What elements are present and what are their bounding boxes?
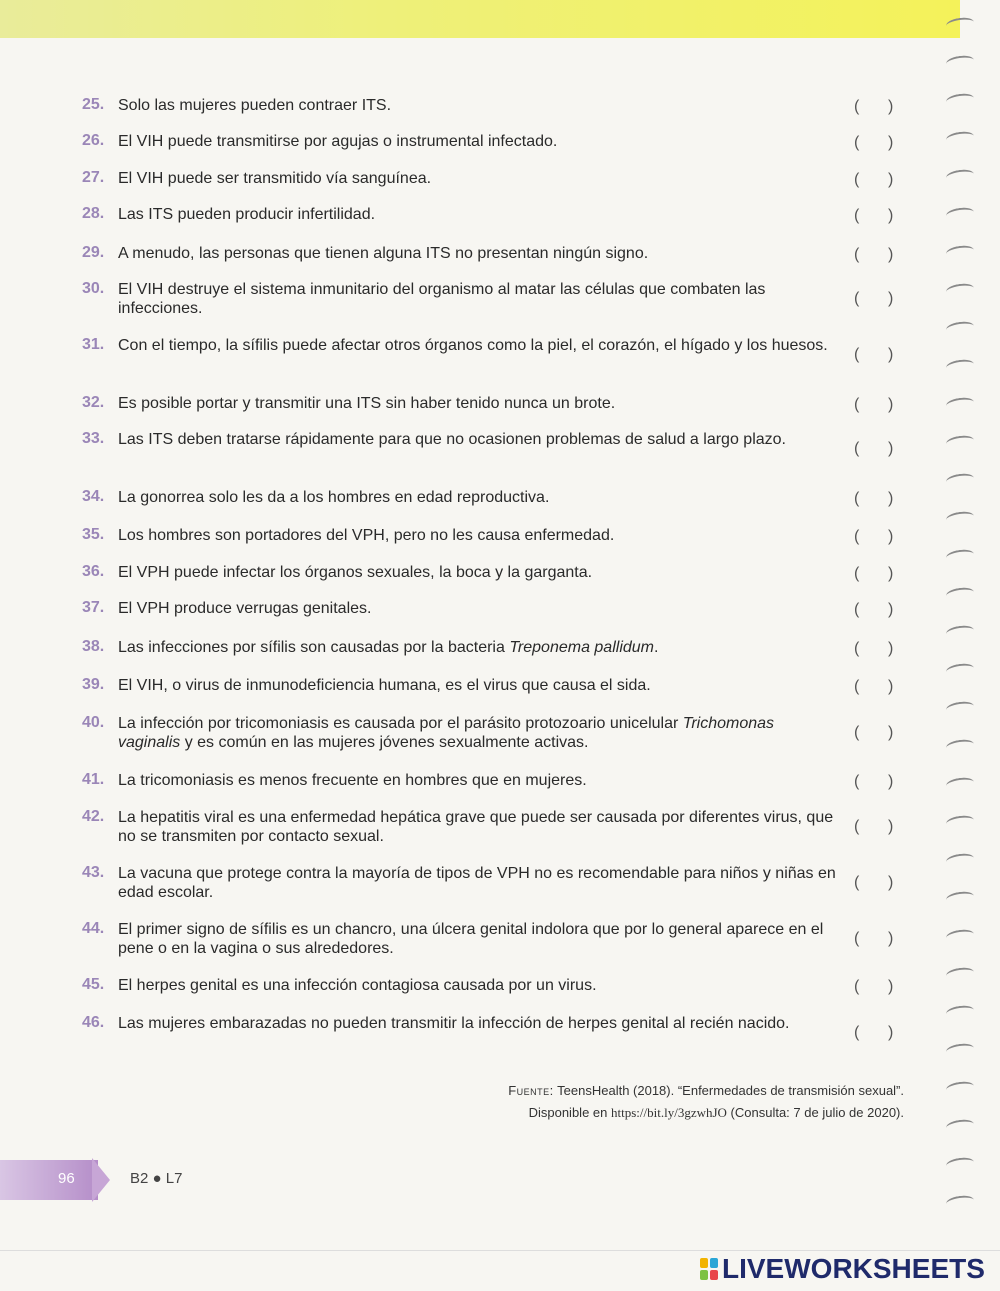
answer-paren-open: (: [854, 818, 860, 835]
question-text-part: El VIH puede transmitirse por agujas o instrumental infectado.: [118, 133, 558, 150]
binding-ring: [945, 320, 974, 336]
answer-paren-close: ): [888, 98, 894, 115]
spiral-binding: [930, 0, 1000, 1240]
question-text: [118, 771, 840, 790]
binding-ring: [945, 966, 974, 982]
answer-paren-close: ): [888, 874, 894, 891]
question-number: 29.: [82, 244, 105, 261]
binding-ring: [945, 928, 974, 944]
answer-paren-close: ): [888, 1024, 894, 1041]
page-number-tab: [0, 1160, 98, 1200]
question-text-part: El primer signo de sífilis es un chancro, una úlcera genital indolora que por lo general aparece en el pene o en la vagina o sus alrededores.: [118, 921, 824, 957]
question-number: 37.: [82, 599, 105, 616]
binding-ring: [945, 548, 974, 564]
answer-paren-close: ): [888, 601, 894, 618]
answer-paren-close: ): [888, 773, 894, 790]
question-text-part: El VIH, o virus de inmunodeficiencia humana, es el virus que causa el sida.: [118, 677, 651, 694]
binding-ring: [945, 776, 974, 792]
answer-paren-close: ): [888, 978, 894, 995]
binding-ring: [945, 852, 974, 868]
binding-ring: [945, 1156, 974, 1172]
binding-ring: [945, 890, 974, 906]
question-number: 43.: [82, 864, 105, 881]
question-text-part: Los hombres son portadores del VPH, pero no les causa enfermedad.: [118, 527, 615, 544]
binding-ring: [945, 738, 974, 754]
question-number: 38.: [82, 638, 105, 655]
top-color-band: [0, 0, 960, 38]
answer-paren-close: ): [888, 490, 894, 507]
answer-paren-close: ): [888, 246, 894, 263]
question-number: 32.: [82, 394, 105, 411]
question-text-part: La infección por tricomoniasis es causada por el parásito protozoario unicelular: [118, 715, 683, 732]
binding-ring: [945, 434, 974, 450]
question-text: [118, 394, 840, 413]
binding-ring: [945, 814, 974, 830]
question-text-part: Las ITS deben tratarse rápidamente para que no ocasionen problemas de salud a largo plazo.: [118, 431, 786, 448]
source-url[interactable]: https://bit.ly/3gzwhJO: [611, 1105, 727, 1120]
question-text-part: El VIH destruye el sistema inmunitario del organismo al matar las células que combaten las infecciones.: [118, 281, 766, 317]
answer-paren-close: ): [888, 724, 894, 741]
answer-paren-open: (: [854, 346, 860, 363]
question-text-part: Las mujeres embarazadas no pueden transmitir la infección de herpes genital al recién nacido.: [118, 1015, 790, 1032]
answer-paren-close: ): [888, 818, 894, 835]
answer-paren-open: (: [854, 440, 860, 457]
question-text-part: El herpes genital es una infección contagiosa causada por un virus.: [118, 977, 597, 994]
binding-ring: [945, 1194, 974, 1210]
question-text-part: La gonorrea solo les da a los hombres en edad reproductiva.: [118, 489, 550, 506]
brand-wordmark: LIVEWORKSHEETS: [722, 1253, 985, 1284]
answer-paren-close: ): [888, 440, 894, 457]
question-number: 25.: [82, 96, 105, 113]
answer-paren-close: ): [888, 171, 894, 188]
binding-ring: [945, 16, 974, 32]
question-text: [118, 96, 840, 115]
question-text: [118, 920, 840, 958]
lesson-label: B2 ● L7: [130, 1170, 183, 1187]
answer-paren-open: (: [854, 528, 860, 545]
binding-ring: [945, 586, 974, 602]
binding-ring: [945, 1042, 974, 1058]
question-number: 39.: [82, 676, 105, 693]
question-text: [118, 714, 840, 752]
species-name: Trichomonas vaginalis: [118, 715, 775, 751]
question-number: 30.: [82, 280, 105, 297]
question-text-part: .: [654, 639, 659, 656]
source-line-1: [508, 1080, 904, 1102]
answer-paren-open: (: [854, 565, 860, 582]
question-text: [118, 488, 840, 507]
binding-ring: [945, 1004, 974, 1020]
question-text: [118, 864, 840, 902]
page-number: 96: [58, 1170, 75, 1187]
question-number: 44.: [82, 920, 105, 937]
answer-paren-close: ): [888, 678, 894, 695]
liveworksheets-brand: [700, 1254, 985, 1284]
binding-ring: [945, 396, 974, 412]
question-text-part: Con el tiempo, la sífilis puede afectar otros órganos como la piel, el corazón, el hígado y los huesos.: [118, 337, 828, 354]
binding-ring: [945, 282, 974, 298]
answer-paren-close: ): [888, 207, 894, 224]
question-number: 28.: [82, 205, 105, 222]
answer-paren-open: (: [854, 678, 860, 695]
question-number: 45.: [82, 976, 105, 993]
question-number: 42.: [82, 808, 105, 825]
binding-ring: [945, 662, 974, 678]
answer-paren-open: (: [854, 724, 860, 741]
question-text: [118, 1014, 840, 1033]
answer-paren-close: ): [888, 346, 894, 363]
question-text-part: La hepatitis viral es una enfermedad hepática grave que puede ser causada por diferentes virus, que no se transmiten por contacto sexual.: [118, 809, 834, 845]
question-number: 27.: [82, 169, 105, 186]
question-text-part: El VPH produce verrugas genitales.: [118, 600, 372, 617]
binding-ring: [945, 244, 974, 260]
binding-ring: [945, 510, 974, 526]
question-text: [118, 976, 840, 995]
question-text: [118, 132, 840, 151]
question-text: [118, 336, 840, 355]
binding-ring: [945, 700, 974, 716]
binding-ring: [945, 358, 974, 374]
question-text: [118, 280, 840, 318]
question-text: [118, 808, 840, 846]
question-number: 34.: [82, 488, 105, 505]
answer-paren-open: (: [854, 978, 860, 995]
question-text: [118, 638, 840, 657]
binding-ring: [945, 168, 974, 184]
question-text-part: La tricomoniasis es menos frecuente en hombres que en mujeres.: [118, 772, 587, 789]
answer-paren-open: (: [854, 490, 860, 507]
species-name: Treponema pallidum: [509, 639, 654, 656]
question-text: [118, 169, 840, 188]
answer-paren-open: (: [854, 396, 860, 413]
binding-ring: [945, 624, 974, 640]
question-number: 41.: [82, 771, 105, 788]
binding-ring: [945, 130, 974, 146]
answer-paren-open: (: [854, 98, 860, 115]
question-text-part: El VIH puede ser transmitido vía sanguínea.: [118, 170, 432, 187]
source-reference: TeensHealth (2018). “Enfermedades de transmisión sexual”.: [557, 1083, 904, 1098]
question-text: [118, 676, 840, 695]
source-label: Fuente:: [508, 1083, 554, 1098]
question-text: [118, 599, 840, 618]
binding-ring: [945, 206, 974, 222]
question-text-part: A menudo, las personas que tienen alguna ITS no presentan ningún signo.: [118, 245, 649, 262]
answer-paren-open: (: [854, 207, 860, 224]
question-text: [118, 244, 840, 263]
binding-ring: [945, 1080, 974, 1096]
answer-paren-close: ): [888, 930, 894, 947]
source-line-2: [508, 1102, 904, 1124]
question-number: 31.: [82, 336, 105, 353]
question-text-part: Las infecciones por sífilis son causadas por la bacteria: [118, 639, 510, 656]
question-number: 40.: [82, 714, 105, 731]
question-text-part: Solo las mujeres pueden contraer ITS.: [118, 97, 392, 114]
answer-paren-open: (: [854, 134, 860, 151]
answer-paren-open: (: [854, 290, 860, 307]
answer-paren-open: (: [854, 640, 860, 657]
question-text-part: Las ITS pueden producir infertilidad.: [118, 206, 376, 223]
question-number: 35.: [82, 526, 105, 543]
question-text: [118, 563, 840, 582]
question-text: [118, 526, 840, 545]
question-text: [118, 205, 840, 224]
answer-paren-open: (: [854, 246, 860, 263]
question-text-part: La vacuna que protege contra la mayoría de tipos de VPH no es recomendable para niños y niñas en edad escolar.: [118, 865, 836, 901]
source-available-prefix: Disponible en: [528, 1105, 608, 1120]
binding-ring: [945, 472, 974, 488]
answer-paren-close: ): [888, 134, 894, 151]
question-number: 26.: [82, 132, 105, 149]
question-number: 36.: [82, 563, 105, 580]
answer-paren-close: ): [888, 565, 894, 582]
binding-ring: [945, 54, 974, 70]
question-number: 46.: [82, 1014, 105, 1031]
answer-paren-open: (: [854, 171, 860, 188]
answer-paren-close: ): [888, 396, 894, 413]
binding-ring: [945, 1118, 974, 1134]
answer-paren-open: (: [854, 874, 860, 891]
source-consulted-date: (Consulta: 7 de julio de 2020).: [730, 1105, 904, 1120]
answer-paren-open: (: [854, 773, 860, 790]
binding-ring: [945, 92, 974, 108]
answer-paren-close: ): [888, 640, 894, 657]
question-text-part: y es común en las mujeres jóvenes sexualmente activas.: [180, 734, 589, 751]
answer-paren-close: ): [888, 290, 894, 307]
answer-paren-open: (: [854, 1024, 860, 1041]
answer-paren-open: (: [854, 930, 860, 947]
question-text-part: El VPH puede infectar los órganos sexuales, la boca y la garganta.: [118, 564, 593, 581]
question-text: [118, 430, 840, 449]
chevron-right-icon: [92, 1158, 110, 1202]
answer-paren-close: ): [888, 528, 894, 545]
answer-paren-open: (: [854, 601, 860, 618]
source-citation: [508, 1080, 904, 1124]
divider: [0, 1250, 1000, 1251]
question-number: 33.: [82, 430, 105, 447]
liveworksheets-logo-icon: [700, 1258, 718, 1280]
question-text-part: Es posible portar y transmitir una ITS sin haber tenido nunca un brote.: [118, 395, 616, 412]
